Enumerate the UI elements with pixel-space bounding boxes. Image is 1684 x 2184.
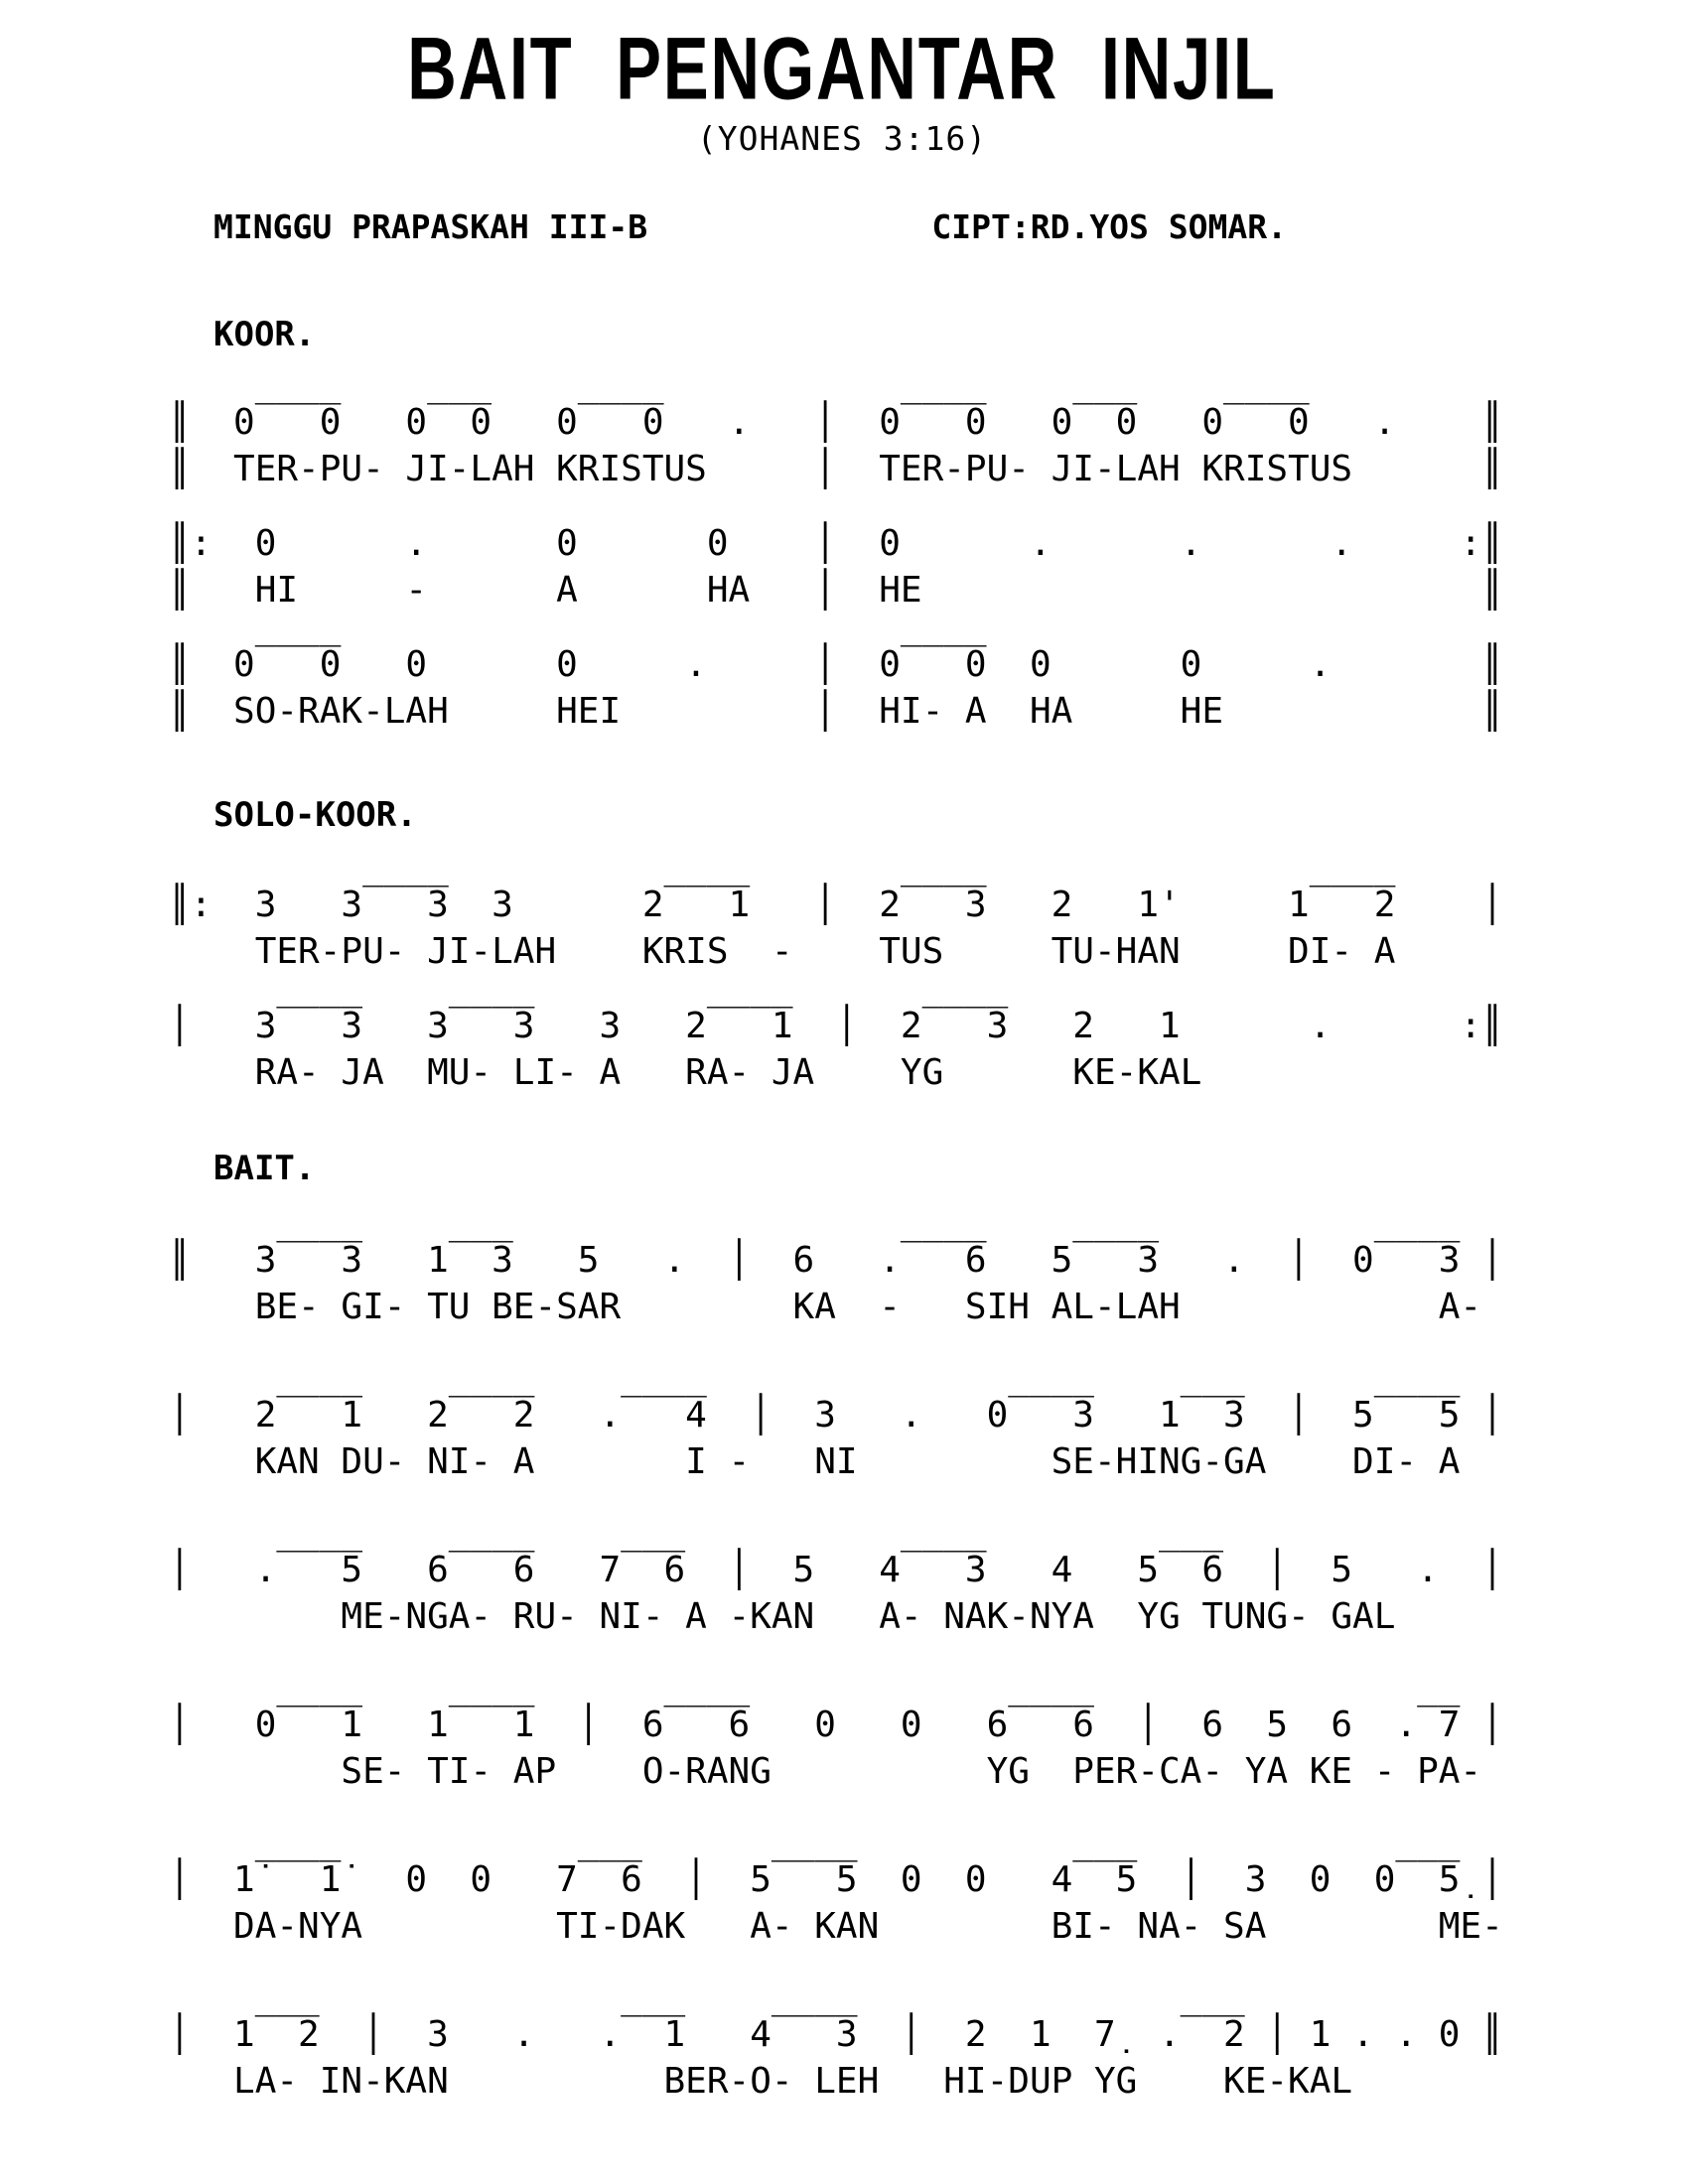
notes-row: ║: 3 3 3 3 2 1 │ 2 3 2 1' 1 2 │ bbox=[169, 884, 1503, 925]
lyrics-row: ║ TER-PU- JI-LAH KRISTUS │ TER-PU- JI-LAH KRISTUS ║ bbox=[169, 448, 1503, 489]
overline-row: ____ ___ ____ ____ ___ ____ bbox=[169, 363, 1310, 405]
music-system bbox=[169, 1511, 1684, 1640]
music-system bbox=[169, 492, 1684, 614]
notes-row: │ 1 2 │ 3 . . 1 4 3 │ 2 1 7̣ . 2 │ 1 . . 0 ║ bbox=[169, 2013, 1503, 2055]
notation-content bbox=[0, 314, 1684, 2105]
notes-row: │ 1̇ 1̇ 0 0 7 6 │ 5 5 0 0 4 5 │ 3 0 0 5̣ │ bbox=[169, 1858, 1503, 1900]
music-system bbox=[169, 967, 1684, 1096]
scripture-reference: (YOHANES 3:16) bbox=[696, 119, 988, 159]
overline-row: ____ ____ ____ ____ __ bbox=[169, 1666, 1461, 1707]
overline-row: ____ ____ ____ ____ bbox=[169, 967, 1009, 1009]
notes-row: ║: 0 . 0 0 │ 0 . . . :║ bbox=[169, 522, 1503, 564]
overline-row: ____ ____ bbox=[169, 606, 987, 647]
overline-row bbox=[169, 492, 1684, 520]
lyrics-row: TER-PU- JI-LAH KRIS - TUS TU-HAN DI- A bbox=[169, 930, 1396, 972]
section-koor bbox=[169, 314, 1684, 735]
lyrics-row: RA- JA MU- LI- A RA- JA YG KE-KAL bbox=[169, 1051, 1202, 1093]
music-system bbox=[169, 846, 1684, 975]
lyrics-row: ║ HI - A HA │ HE ║ bbox=[169, 569, 1503, 611]
overline-row: ____ ___ ____ ___ ___ bbox=[169, 1821, 1461, 1862]
section-bait bbox=[169, 1148, 1684, 2105]
notes-row: ║ 0 0 0 0 0 0 . │ 0 0 0 0 0 0 . ║ bbox=[169, 401, 1503, 443]
lyrics-row: ║ SO-RAK-LAH HEI │ HI- A HA HE ║ bbox=[169, 690, 1503, 732]
music-system bbox=[169, 606, 1684, 735]
lyrics-row: SE- TI- AP O-RANG YG PER-CA- YA KE - PA- bbox=[169, 1750, 1482, 1792]
section-heading: KOOR. bbox=[213, 314, 316, 354]
music-system bbox=[169, 1666, 1684, 1795]
music-system bbox=[169, 1356, 1684, 1485]
lyrics-row: ME-NGA- RU- NI- A -KAN A- NAK-NYA YG TUNG- GAL bbox=[169, 1595, 1396, 1637]
meta-row bbox=[0, 206, 1684, 248]
occasion-label: MINGGU PRAPASKAH III-B bbox=[213, 206, 648, 246]
page-title: BAIT PENGANTAR INJIL bbox=[407, 18, 1277, 118]
music-system bbox=[169, 1976, 1684, 2105]
lyrics-row: KAN DU- NI- A I - NI SE-HING-GA DI- A bbox=[169, 1440, 1461, 1482]
notes-row: │ 3 3 3 3 3 2 1 │ 2 3 2 1 . :║ bbox=[169, 1005, 1503, 1046]
notes-row: │ . 5 6 6 7 6 │ 5 4 3 4 5 6 │ 5 . │ bbox=[169, 1549, 1503, 1590]
overline-row: ____ ___ ____ ____ ____ bbox=[169, 1201, 1461, 1243]
notes-row: ║ 3 3 1 3 5 . │ 6 . 6 5 3 . │ 0 3 │ bbox=[169, 1239, 1503, 1281]
section-heading: SOLO-KOOR. bbox=[213, 794, 417, 835]
lyrics-row: BE- GI- TU BE-SAR KA - SIH AL-LAH A- bbox=[169, 1286, 1482, 1327]
music-system bbox=[169, 1201, 1684, 1330]
music-system bbox=[169, 1821, 1684, 1950]
overline-row: ___ ___ ____ ___ bbox=[169, 1976, 1245, 2017]
overline-row: ____ ____ ___ ____ ___ bbox=[169, 1511, 1224, 1553]
section-heading: BAIT. bbox=[213, 1148, 316, 1188]
lyrics-row: LA- IN-KAN BER-O- LEH HI-DUP YG KE-KAL bbox=[169, 2060, 1353, 2102]
page-title-wrap bbox=[0, 18, 1684, 118]
overline-row: ____ ____ ____ ____ ___ ____ bbox=[169, 1356, 1461, 1398]
notes-row: ║ 0 0 0 0 . │ 0 0 0 0 . ║ bbox=[169, 643, 1503, 685]
notes-row: │ 0 1 1 1 │ 6 6 0 0 6 6 │ 6 5 6 . 7 │ bbox=[169, 1704, 1503, 1745]
music-system bbox=[169, 363, 1684, 492]
overline-row: ____ ____ ____ ____ bbox=[169, 846, 1396, 887]
lyrics-row: DA-NYA TI-DAK A- KAN BI- NA- SA ME- bbox=[169, 1905, 1503, 1947]
section-solo-koor bbox=[169, 794, 1684, 1096]
notes-row: │ 2 1 2 2 . 4 │ 3 . 0 3 1 3 │ 5 5 │ bbox=[169, 1394, 1503, 1435]
composer-credit: CIPT:RD.YOS SOMAR. bbox=[931, 206, 1287, 246]
